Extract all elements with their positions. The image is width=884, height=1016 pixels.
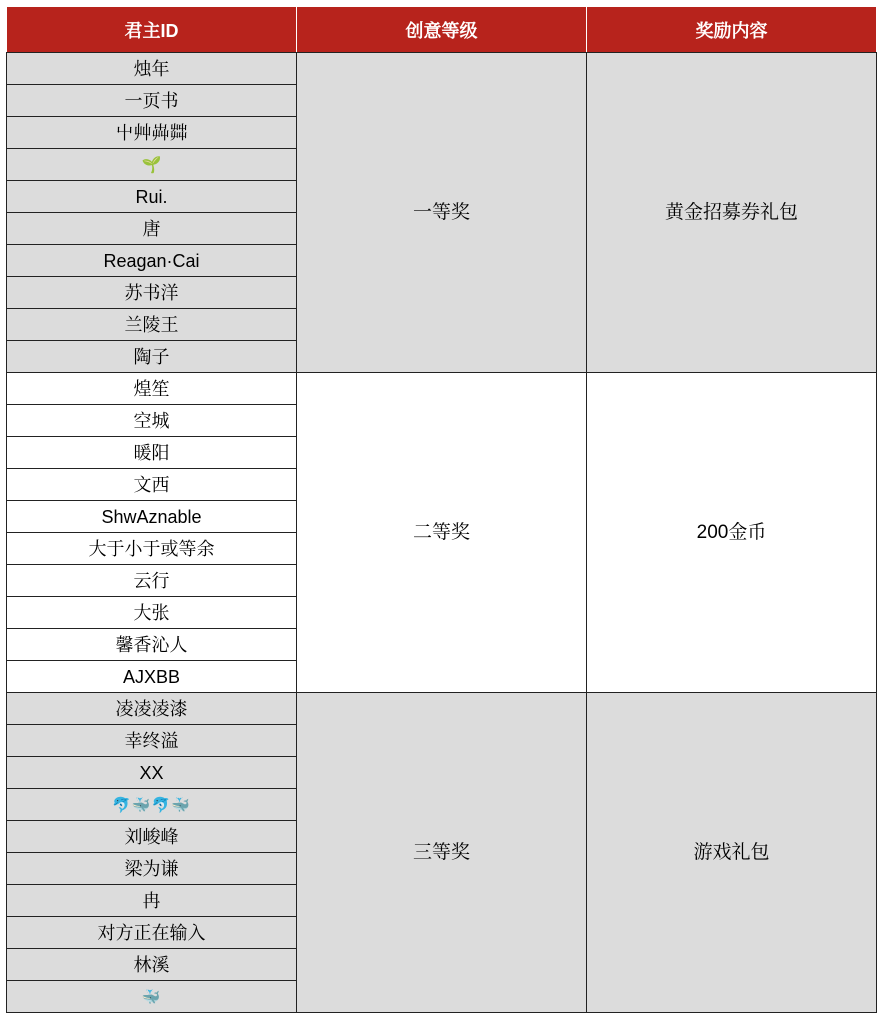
lord-id-cell: 屮艸芔茻 [7, 117, 297, 149]
table-row [7, 693, 877, 725]
lord-id-cell: 幸终溢 [7, 725, 297, 757]
reward-cell: 200金币 [587, 373, 877, 693]
lord-id-cell: 烛年 [7, 53, 297, 85]
header-row [7, 7, 877, 53]
lord-id-cell: Rui. [7, 181, 297, 213]
lord-id-cell: 云行 [7, 565, 297, 597]
lord-id-cell: XX [7, 757, 297, 789]
lord-id-cell: Reagan·Cai [7, 245, 297, 277]
lord-id-cell: 唐 [7, 213, 297, 245]
lord-id-cell: 刘峻峰 [7, 821, 297, 853]
lord-id-cell: 林溪 [7, 949, 297, 981]
lord-id-cell: 凌凌凌漆 [7, 693, 297, 725]
header-reward-content: 奖励内容 [587, 7, 877, 53]
lord-id-cell: 一页书 [7, 85, 297, 117]
lord-id-cell: ShwAznable [7, 501, 297, 533]
lord-id-cell: 空城 [7, 405, 297, 437]
dolphin-whale-emoji: 🐬🐳🐬🐳 [112, 796, 191, 814]
level-cell: 三等奖 [297, 693, 587, 1013]
reward-table [6, 6, 877, 1013]
table-row [7, 373, 877, 405]
lord-id-cell: 煌笙 [7, 373, 297, 405]
lord-id-cell: 陶子 [7, 341, 297, 373]
lord-id-cell: 大张 [7, 597, 297, 629]
level-cell: 二等奖 [297, 373, 587, 693]
lord-id-cell: 苏书洋 [7, 277, 297, 309]
lord-id-cell: 大于小于或等余 [7, 533, 297, 565]
reward-cell: 黄金招募券礼包 [587, 53, 877, 373]
lord-id-cell: 梁为谦 [7, 853, 297, 885]
level-cell: 一等奖 [297, 53, 587, 373]
reward-cell: 游戏礼包 [587, 693, 877, 1013]
lord-id-cell: AJXBB [7, 661, 297, 693]
lord-id-cell [7, 149, 297, 181]
header-lord-id: 君主ID [7, 7, 297, 53]
lord-id-cell: 馨香沁人 [7, 629, 297, 661]
sprout-emoji: 🌱 [141, 156, 162, 174]
lord-id-cell [7, 981, 297, 1013]
table-row [7, 53, 877, 85]
lord-id-cell: 暖阳 [7, 437, 297, 469]
lord-id-cell: 文西 [7, 469, 297, 501]
lord-id-cell: 冉 [7, 885, 297, 917]
lord-id-cell: 兰陵王 [7, 309, 297, 341]
whale-emoji: 🐳 [141, 988, 162, 1006]
header-creative-level: 创意等级 [297, 7, 587, 53]
lord-id-cell [7, 789, 297, 821]
lord-id-cell: 对方正在输入 [7, 917, 297, 949]
